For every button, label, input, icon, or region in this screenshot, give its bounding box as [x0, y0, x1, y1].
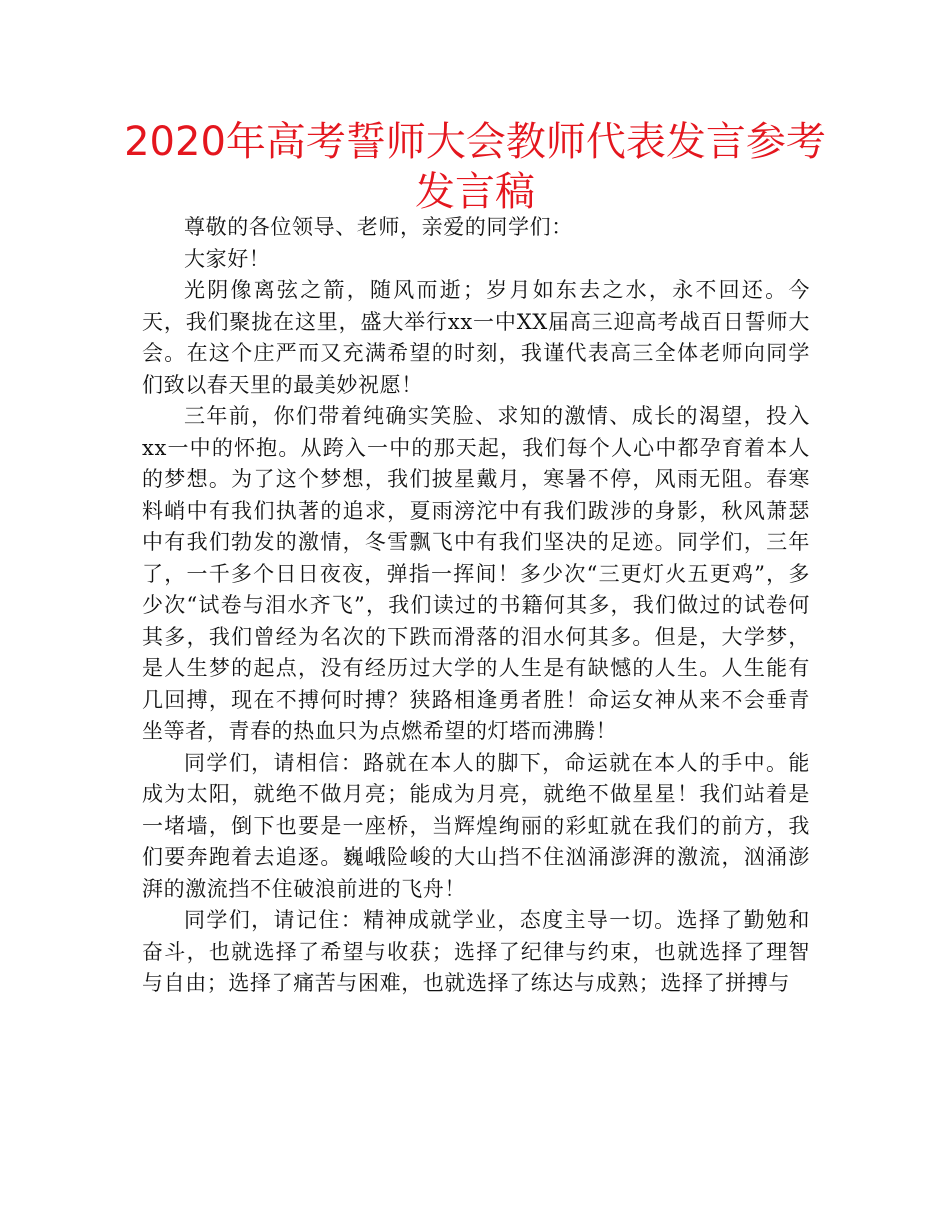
paragraph-remember: 同学们，请记住：精神成就学业，态度主导一切。选择了勤勉和奋斗，也就选择了希望与收获；选择了纪律与约束，也就选择了理智与自由；选择了痛苦与困难，也就选择了练达与成熟；选择了拼搏与	[142, 908, 810, 995]
document-body	[142, 212, 810, 1000]
paragraph-believe: 同学们，请相信：路就在本人的脚下，命运就在本人的手中。能成为太阳，就绝不做月亮；能成为月亮，就绝不做星星！我们站着是一堵墙，倒下也要是一座桥，当辉煌绚丽的彩虹就在我们的前方，我们要奔跑着去追逐。巍峨险峻的大山挡不住汹涌澎湃的激流，汹涌澎湃的激流挡不住破浪前进的飞舟！	[142, 750, 810, 901]
paragraph-salutation: 尊敬的各位领导、老师，亲爱的同学们：	[184, 215, 573, 239]
paragraph-opening: 光阴像离弦之箭，随风而逝；岁月如东去之水，永不回还。今天，我们聚拢在这里，盛大举行xx一中XX届高三迎高考战百日誓师大会。在这个庄严而又充满希望的时刻，我谨代表高三全体老师向同学们致以春天里的最美妙祝愿！	[142, 278, 810, 397]
paragraph-greeting: 大家好！	[184, 246, 271, 271]
paragraph-three-years: 三年前，你们带着纯确实笑脸、求知的激情、成长的渴望，投入xx一中的怀抱。从跨入一中的那天起，我们每个人心中都孕育着本人的梦想。为了这个梦想，我们披星戴月，寒暑不停，风雨无阻。春寒料峭中有我们执著的追求，夏雨滂沱中有我们跋涉的身影，秋风萧瑟中有我们勃发的激情，冬雪飘飞中有我们坚决的足迹。同学们，三年了，一千多个日日夜夜，弹指一挥间！多少次“三更灯火五更鸡”，多少次“试卷与泪水齐飞”，我们读过的书籍何其多，我们做过的试卷何其多，我们曾经为名次的下跌而滑落的泪水何其多。但是，大学梦，是人生梦的起点，没有经历过大学的人生是有缺憾的人生。人生能有几回搏，现在不搏何时搏？狭路相逢勇者胜！命运女神从来不会垂青坐等者，青春的热血只为点燃希望的灯塔而沸腾！	[142, 404, 810, 743]
document-title: 2020年高考誓师大会教师代表发言参考发言稿	[124, 119, 826, 215]
